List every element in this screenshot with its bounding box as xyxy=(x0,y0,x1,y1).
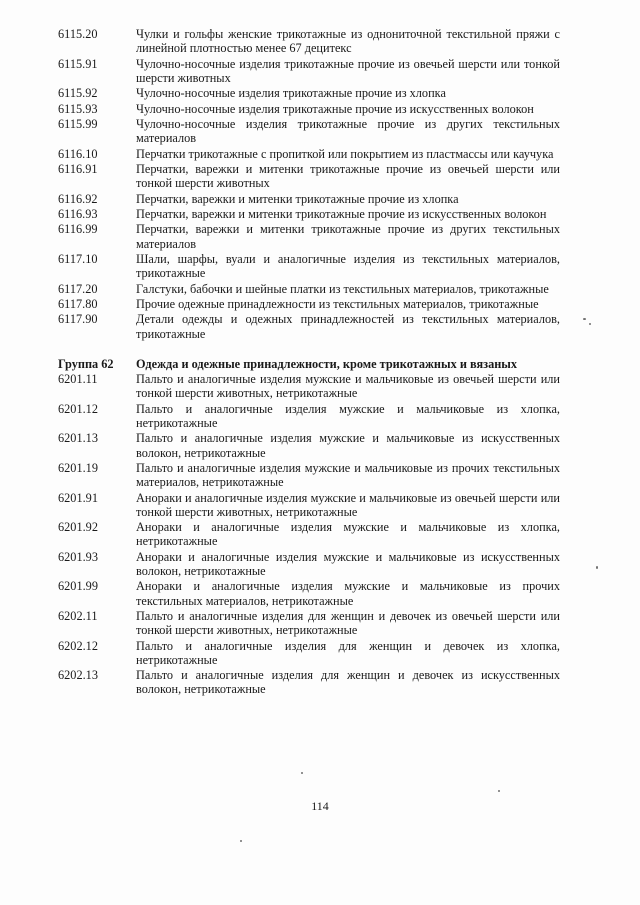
entry-description: Галстуки, бабочки и шейные платки из текстильных материалов, трикотажные xyxy=(136,281,549,296)
entry-description: Анораки и аналогичные изделия мужские и мальчиковые из прочих текстильных материалов, нетрикотажные xyxy=(136,579,560,608)
entry-description: Детали одежды и одежных принадлежностей из текстильных материалов, трикотажные xyxy=(136,312,560,341)
entry-code: 6115.91 xyxy=(58,56,98,71)
classification-entry xyxy=(58,550,560,578)
entry-code: 6115.99 xyxy=(58,116,98,131)
scan-speck xyxy=(240,840,242,842)
entry-description: Анораки и аналогичные изделия мужские и мальчиковые из хлопка, нетрикотажные xyxy=(136,520,560,549)
classification-entry xyxy=(58,282,560,296)
entry-code: 6201.99 xyxy=(58,579,98,594)
classification-entry xyxy=(58,312,560,340)
entry-code: 6116.10 xyxy=(58,146,98,161)
entry-code: 6115.92 xyxy=(58,86,98,101)
entry-description: Пальто и аналогичные изделия мужские и мальчиковые из прочих текстильных материалов, нетрикотажные xyxy=(136,461,560,490)
classification-entry xyxy=(58,491,560,519)
entry-code: 6117.20 xyxy=(58,281,98,296)
entry-code: 6117.90 xyxy=(58,312,98,327)
entry-description: Пальто и аналогичные изделия мужские и мальчиковые из овечьей шерсти или тонкой шерсти животных, нетрикотажные xyxy=(136,372,560,401)
entry-code: 6202.13 xyxy=(58,668,98,683)
classification-entry xyxy=(58,57,560,85)
entry-code: 6201.11 xyxy=(58,372,98,387)
entry-code: 6116.91 xyxy=(58,161,98,176)
entry-code: 6201.12 xyxy=(58,401,98,416)
entry-code: 6117.10 xyxy=(58,251,98,266)
entry-code: 6202.12 xyxy=(58,638,98,653)
scan-speck xyxy=(596,566,598,569)
entry-description: Чулочно-носочные изделия трикотажные прочие из искусственных волокон xyxy=(136,101,534,116)
classification-entry xyxy=(58,162,560,190)
scan-speck xyxy=(301,772,303,774)
classification-entry xyxy=(58,372,560,400)
classification-entry xyxy=(58,431,560,459)
entry-description: Перчатки, варежки и митенки трикотажные прочие из хлопка xyxy=(136,191,459,206)
entry-description: Чулочно-носочные изделия трикотажные прочие из других текстильных материалов xyxy=(136,116,560,146)
classification-entry xyxy=(58,520,560,548)
scan-speck xyxy=(583,318,586,320)
entry-description: Чулки и гольфы женские трикотажные из однониточной текстильной пряжи с линейной плотностью менее 67 децитекс xyxy=(136,27,560,56)
classification-entry xyxy=(58,86,560,100)
entry-code: 6201.13 xyxy=(58,431,98,446)
group-title: Одежда и одежные принадлежности, кроме трикотажных и вязаных xyxy=(136,356,518,371)
document-body xyxy=(58,27,560,698)
classification-entry xyxy=(58,639,560,667)
classification-entry xyxy=(58,252,560,280)
entry-code: 6115.20 xyxy=(58,27,98,41)
entry-description: Шали, шарфы, вуали и аналогичные изделия из текстильных материалов, трикотажные xyxy=(136,251,560,281)
entry-description: Чулочно-носочные изделия трикотажные прочие из овечьей шерсти или тонкой шерсти животных xyxy=(136,56,560,85)
classification-entry xyxy=(58,27,560,55)
entry-description: Пальто и аналогичные изделия для женщин и девочек из искусственных волокон, нетрикотажные xyxy=(136,668,560,697)
entry-description: Прочие одежные принадлежности из текстильных материалов, трикотажные xyxy=(136,296,539,311)
classification-entry xyxy=(58,102,560,116)
classification-entry xyxy=(58,579,560,607)
entry-description: Анораки и аналогичные изделия мужские и мальчиковые из искусственных волокон, нетрикотажные xyxy=(136,549,560,579)
entry-description: Перчатки трикотажные с пропиткой или покрытием из пластмассы или каучука xyxy=(136,146,554,161)
entry-code: 6201.93 xyxy=(58,549,98,564)
classification-entry xyxy=(58,609,560,637)
entry-description: Пальто и аналогичные изделия мужские и мальчиковые из хлопка, нетрикотажные xyxy=(136,401,560,431)
group-heading xyxy=(58,357,560,371)
classification-entry xyxy=(58,461,560,489)
classification-entry xyxy=(58,668,560,696)
entry-code: 6201.19 xyxy=(58,461,98,476)
scan-speck xyxy=(498,790,500,792)
entry-code: 6116.99 xyxy=(58,222,98,237)
entry-list-bottom xyxy=(58,372,560,696)
entry-description: Перчатки, варежки и митенки трикотажные прочие из искусственных волокон xyxy=(136,206,547,221)
classification-entry xyxy=(58,402,560,430)
group-code: Группа 62 xyxy=(58,356,114,371)
classification-entry xyxy=(58,222,560,250)
entry-code: 6202.11 xyxy=(58,609,98,624)
entry-code: 6116.92 xyxy=(58,191,98,206)
entry-description: Перчатки, варежки и митенки трикотажные прочие из других текстильных материалов xyxy=(136,222,560,251)
entry-code: 6117.80 xyxy=(58,296,98,311)
classification-entry xyxy=(58,147,560,161)
entry-description: Пальто и аналогичные изделия для женщин и девочек из хлопка, нетрикотажные xyxy=(136,638,560,667)
entry-description: Пальто и аналогичные изделия для женщин и девочек из овечьей шерсти или тонкой шерсти животных, нетрикотажные xyxy=(136,609,560,638)
classification-entry xyxy=(58,297,560,311)
entry-code: 6201.92 xyxy=(58,520,98,535)
classification-entry xyxy=(58,207,560,221)
classification-entry xyxy=(58,192,560,206)
entry-list-top xyxy=(58,27,560,341)
page-number: 114 xyxy=(311,799,329,813)
entry-description: Перчатки, варежки и митенки трикотажные прочие из овечьей шерсти или тонкой шерсти животных xyxy=(136,161,560,191)
entry-description: Чулочно-носочные изделия трикотажные прочие из хлопка xyxy=(136,86,446,101)
section-gap xyxy=(58,342,560,357)
classification-entry xyxy=(58,117,560,145)
entry-description: Пальто и аналогичные изделия мужские и мальчиковые из искусственных волокон, нетрикотажные xyxy=(136,431,560,460)
scan-speck xyxy=(589,323,591,325)
entry-code: 6116.93 xyxy=(58,206,98,221)
entry-description: Анораки и аналогичные изделия мужские и мальчиковые из овечьей шерсти или тонкой шерсти животных, нетрикотажные xyxy=(136,490,560,519)
entry-code: 6115.93 xyxy=(58,101,98,116)
entry-code: 6201.91 xyxy=(58,490,98,505)
